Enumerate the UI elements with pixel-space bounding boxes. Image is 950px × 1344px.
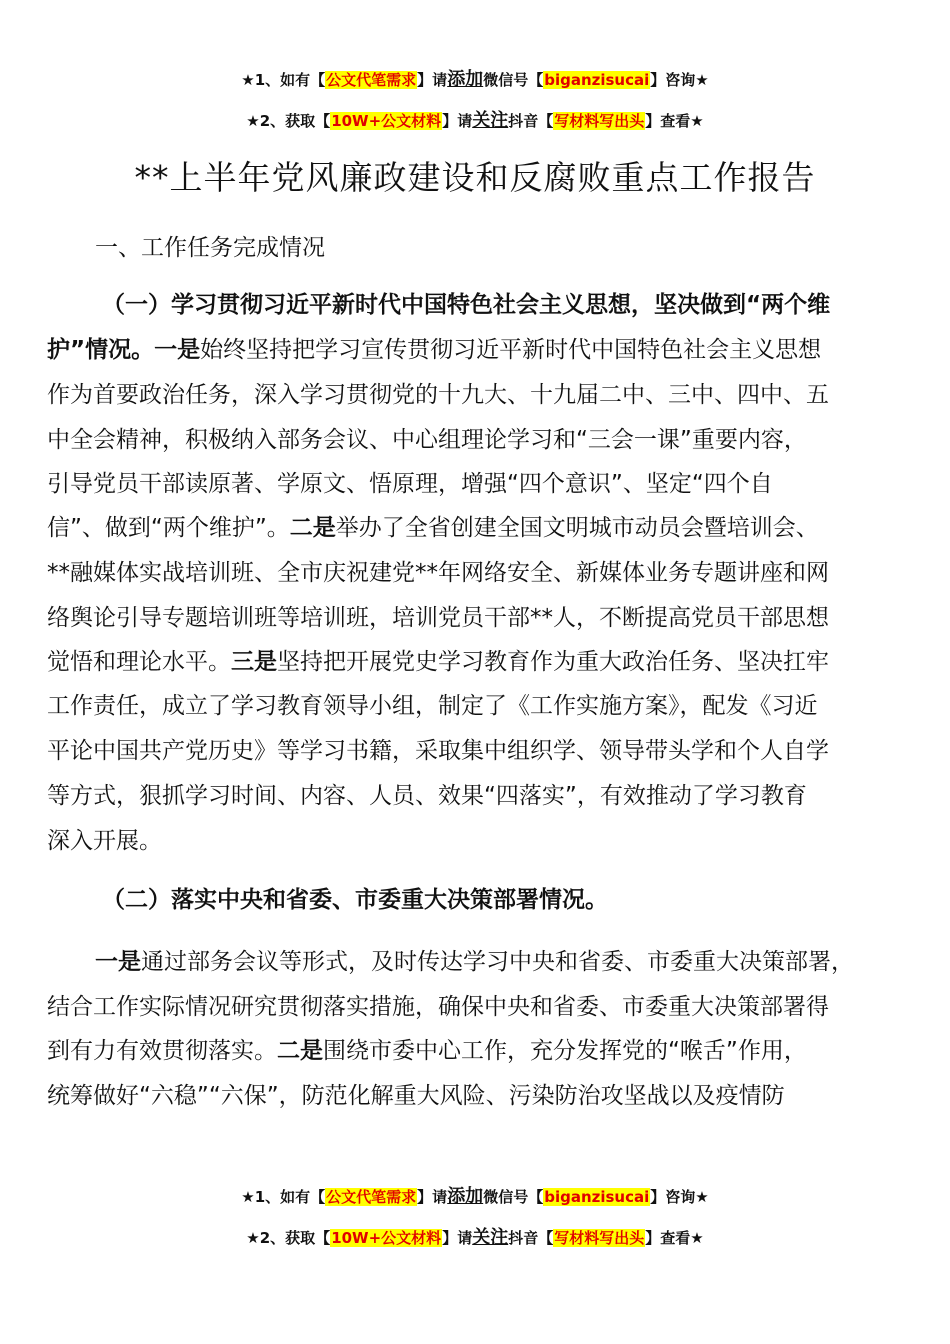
body-line [47,1080,927,1112]
line-bold: 二是 [289,515,336,541]
line-text: 到有力有效贯彻落实。 [47,1038,277,1064]
line-text: 中全会精神，积极纳入部务会议、中心组理论学习和“三会一课”重要内容， [47,427,807,453]
banner-text: 】请 [442,1229,473,1247]
banner-text: 】咨询★ [650,1188,709,1206]
body-line [47,602,927,634]
line-text: 引导党员干部读原著、学原文、悟原理，增强“四个意识”、坚定“四个自 [47,471,773,497]
line-text: 坚持把开展党史学习教育作为重大政治任务、坚决扛牢 [277,649,829,675]
body-line [47,512,927,544]
banner-text: 微信号【 [483,71,544,89]
banner-highlight: 10W+公文材料 [331,1229,442,1247]
body-line [47,735,927,767]
body-line [47,646,927,678]
banner-text: 】请 [442,112,473,130]
banner-highlight: 公文代笔需求 [326,1188,417,1206]
section-heading [95,232,950,264]
line-text: 一、工作任务完成情况 [95,235,325,261]
body-line [47,424,927,456]
banner-text: 】查看★ [645,1229,704,1247]
line-text: **融媒体实战培训班、全市庆祝建党**年网络安全、新媒体业务专题讲座和网 [47,560,829,586]
document-title: **上半年党风廉政建设和反腐败重点工作报告 [134,158,816,197]
line-text: 等方式，狠抓学习时间、内容、人员、效果“四落实”，有效推动了学习教育 [47,783,807,809]
line-text: 信”、做到“两个维护”。 [47,515,290,541]
banner-text: ★2、获取【 [246,1229,331,1247]
banner-emphasis: 关注 [472,1227,509,1248]
line-text: 统筹做好“六稳”“六保”，防范化解重大风险、污染防治攻坚战以及疫情防 [47,1083,785,1109]
line-text: 举办了全省创建全国文明城市动员会暨培训会、 [335,515,819,541]
body-line [47,334,927,366]
line-text: 络舆论引导专题培训班等培训班，培训党员干部**人，不断提高党员干部思想 [47,605,829,631]
banner-text: 微信号【 [483,1188,544,1206]
line-text: 作为首要政治任务，深入学习贯彻党的十九大、十九届二中、三中、四中、五 [47,382,829,408]
banner-emphasis: 添加 [447,69,484,90]
line-bold: 护”情况。一是 [47,337,201,363]
body-line [47,379,927,411]
banner-text: 抖音【 [508,1229,554,1247]
banner-text: 】请 [417,71,448,89]
line-text: 围绕市委中心工作，充分发挥党的“喉舌”作用， [323,1038,807,1064]
promo-banner-top-line-1 [0,69,950,91]
body-line [47,690,927,722]
body-line [95,946,950,978]
banner-text: 】请 [417,1188,448,1206]
banner-highlight: biganzisucai [544,1188,650,1206]
body-line [47,468,927,500]
banner-highlight: 写材料写出头 [554,112,645,130]
body-line [47,1035,927,1067]
banner-text: 】查看★ [645,112,704,130]
line-text: 通过部务会议等形式，及时传达学习中央和省委、市委重大决策部署， [141,949,854,975]
line-text: 觉悟和理论水平。 [47,649,231,675]
line-text: 工作责任，成立了学习教育领导小组，制定了《工作实施方案》，配发《习近 [47,693,818,719]
body-line [47,825,927,857]
banner-highlight: 写材料写出头 [554,1229,645,1247]
subsection-heading [102,884,950,916]
body-line [47,780,927,812]
body-line [47,991,927,1023]
banner-highlight: 公文代笔需求 [326,71,417,89]
banner-emphasis: 关注 [472,110,509,131]
line-text: 平论中国共产党历史》等学习书籍，采取集中组织学、领导带头学和个人自学 [47,738,829,764]
banner-text: ★1、如有【 [241,71,326,89]
promo-banner-bottom-line-2 [0,1227,950,1249]
line-bold: 二是 [277,1038,323,1064]
line-bold: 三是 [231,649,277,675]
line-text: 深入开展。 [47,828,162,854]
subsection-heading [102,289,950,321]
banner-text: 抖音【 [508,112,554,130]
banner-text: ★2、获取【 [246,112,331,130]
banner-highlight: biganzisucai [544,71,650,89]
banner-emphasis: 添加 [447,1186,484,1207]
line-bold: （二）落实中央和省委、市委重大决策部署情况。 [102,887,608,913]
line-bold: 一是 [95,949,141,975]
promo-banner-bottom-line-1 [0,1186,950,1208]
banner-text: ★1、如有【 [241,1188,326,1206]
banner-highlight: 10W+公文材料 [331,112,442,130]
line-text: 结合工作实际情况研究贯彻落实措施，确保中央和省委、市委重大决策部署得 [47,994,829,1020]
line-bold: （一）学习贯彻习近平新时代中国特色社会主义思想，坚决做到“两个维 [102,292,831,318]
body-line [47,557,927,589]
line-text: 始终坚持把学习宣传贯彻习近平新时代中国特色社会主义思想 [200,337,822,363]
promo-banner-top-line-2 [0,110,950,132]
banner-text: 】咨询★ [650,71,709,89]
